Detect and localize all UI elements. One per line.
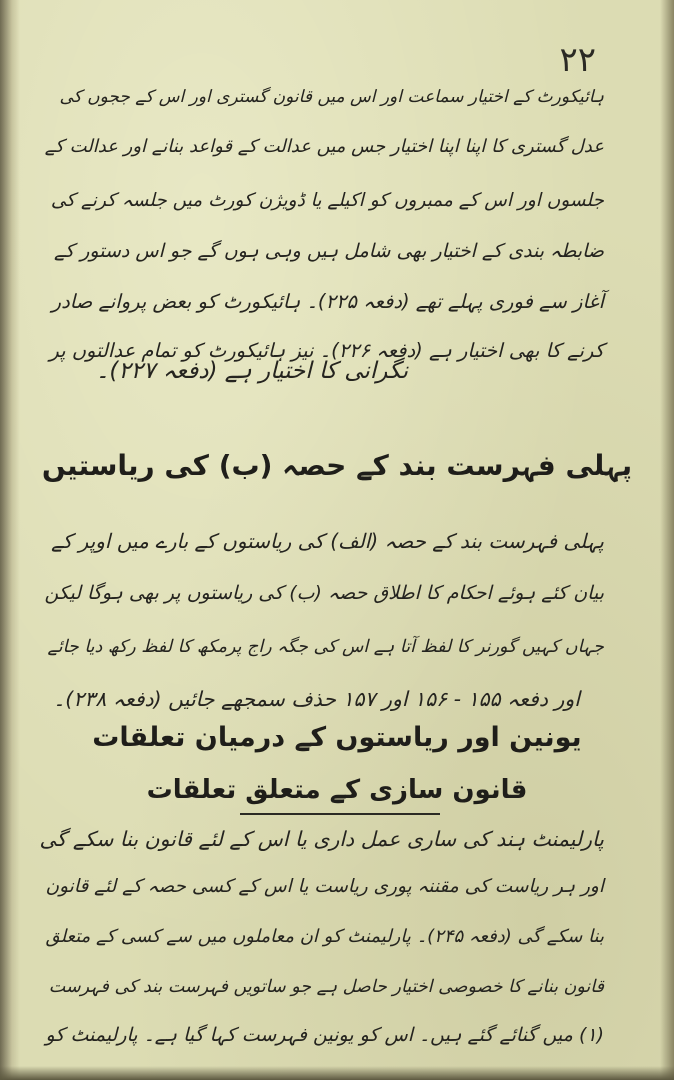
paragraph-high-court-powers — [44, 80, 604, 380]
page-bottom-edge-shadow — [0, 1066, 674, 1080]
paragraph-line: قانون بنانے کا خصوصی اختیار حاصل ہے جو ساتویں فہرست بند کی فہرست — [48, 977, 604, 997]
paragraph-line: اور دفعہ ۱۵۵ - ۱۵۶ اور ۱۵۷ حذف سمجھے جائیں (دفعہ ۲۳۸)۔ — [53, 687, 580, 711]
section-heading-part-b-states: پہلی فہرست بند کے حصہ (ب) کی ریاستیں — [41, 449, 633, 482]
paragraph-line: (۱) میں گنائے گئے ہیں۔ اس کو یونین فہرست کہا گیا ہے۔ پارلیمنٹ کو — [45, 1024, 604, 1046]
paragraph-line: بنا سکے گی (دفعہ ۲۴۵)۔ پارلیمنٹ کو ان معاملوں میں سے کسی کے متعلق — [45, 926, 604, 947]
paragraph-line: بیان کئے ہوئے احکام کا اطلاق حصہ (ب) کی ریاستوں پر بھی ہوگا لیکن — [44, 582, 604, 604]
paragraph-line: ضابطہ بندی کے اختیار بھی شامل ہیں وہی ہوں گے جو اس دستور کے — [54, 240, 604, 262]
page-right-edge-shadow — [660, 0, 674, 1080]
paragraph-part-b-states — [44, 524, 604, 714]
section-heading-union-state-relations: یونین اور ریاستوں کے درمیان تعلقات — [92, 722, 582, 753]
paragraph-line: جلسوں اور اس کے ممبروں کو اکیلے یا ڈویژن کورٹ میں جلسہ کرنے کی — [50, 190, 604, 211]
paragraph-line: عدل گستری کا اپنا اپنا اختیار جس میں عدالت کے قواعد بنانے اور عدالت کے — [44, 136, 604, 157]
page-left-edge-shadow — [0, 0, 20, 1080]
paragraph-line: پہلی فہرست بند کے حصہ (الف) کی ریاستوں کے بارے میں اوپر کے — [51, 529, 604, 553]
paragraph-line: نگرانی کا اختیار ہے (دفعہ ۲۲۷)۔ — [95, 358, 408, 384]
heading-underline — [240, 813, 440, 815]
section-subheading-legislative-relations: قانون سازی کے متعلق تعلقات — [146, 775, 528, 805]
page-number: ۲۲ — [559, 40, 596, 80]
paragraph-line: پارلیمنٹ ہند کی ساری عمل داری یا اس کے لئے قانون بنا سکے گی — [39, 827, 604, 851]
paragraph-closing-line — [44, 354, 604, 394]
paragraph-line: کرنے کا بھی اختیار ہے (دفعہ ۲۲۶)۔ نیز ہائیکورٹ کو تمام عدالتوں پر — [49, 339, 604, 362]
paragraph-line: اور ہر ریاست کی مقننہ پوری ریاست یا اس کے کسی حصہ کے لئے قانون — [45, 876, 604, 897]
paragraph-line: ہائیکورٹ کے اختیار سماعت اور اس میں قانون گستری اور اس کے ججوں کی — [59, 87, 604, 107]
paragraph-line: جہاں کہیں گورنر کا لفظ آتا ہے اس کی جگہ راج پرمکھ کا لفظ رکھ دیا جائے — [47, 637, 604, 657]
paragraph-line: آغاز سے فوری پہلے تھے (دفعہ ۲۲۵)۔ ہائیکورٹ کو بعض پروانے صادر — [51, 290, 604, 313]
paragraph-legislative-powers — [34, 822, 604, 1062]
